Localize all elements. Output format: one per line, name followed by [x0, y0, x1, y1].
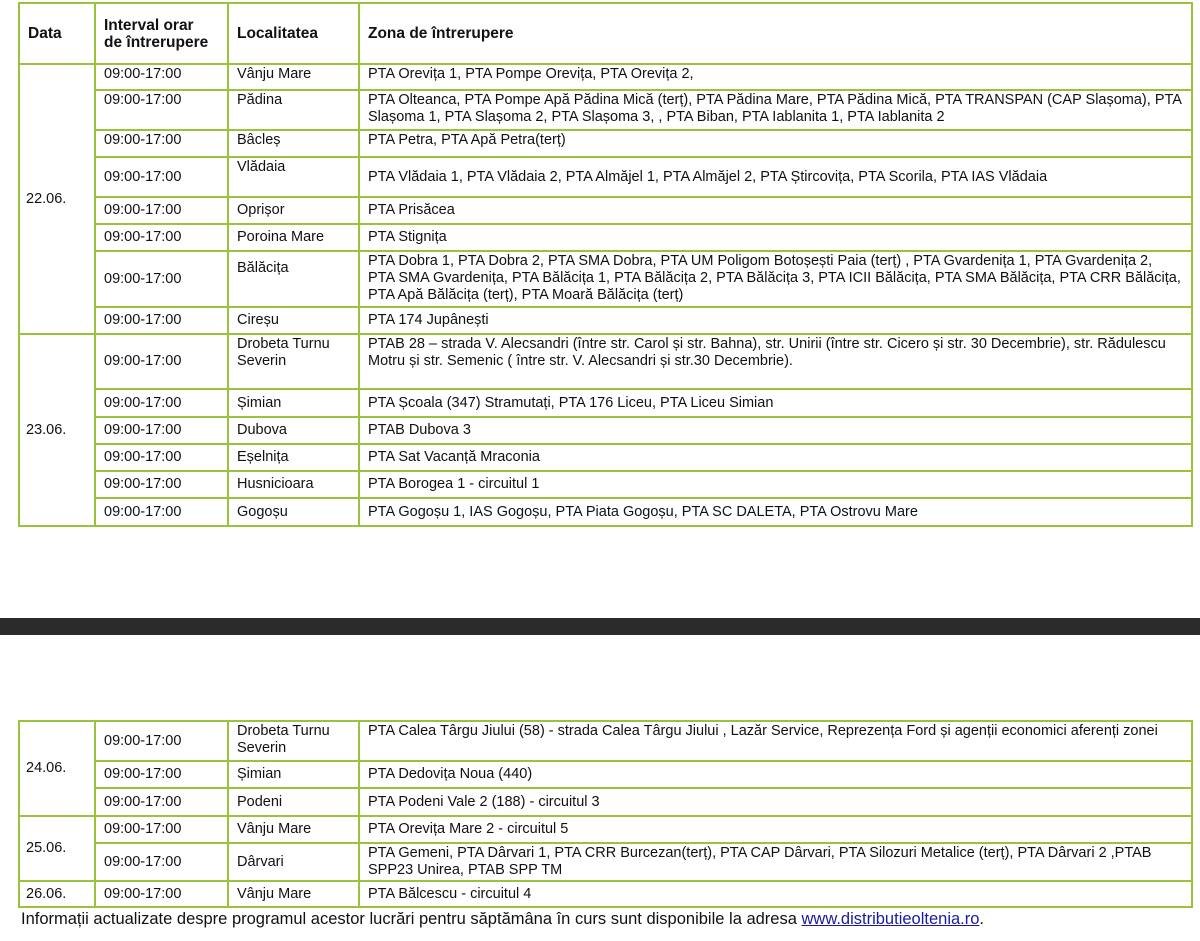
date-cell: 22.06.: [19, 64, 95, 334]
locality-cell: Pădina: [228, 90, 359, 130]
table-row: [19, 130, 1192, 157]
date-cell: 24.06.: [19, 721, 95, 816]
interval-cell: 09:00-17:00: [95, 761, 228, 788]
zone-cell: PTA Dobra 1, PTA Dobra 2, PTA SMA Dobra, PTA UM Poligom Botoșești Paia (terț) , PTA Gvardenița 1, PTA Gvardenița 2, PTA SMA Gvardenița, PTA Bălăcița 1, PTA Bălăcița 2, PTA Bălăcița 3, PTA ICII Bălăcița, PTA SMA Bălăcița, PTA CRR Bălăcița, PTA Apă Bălăcița (terț), PTA Moară Bălăcița (terț): [359, 251, 1192, 307]
zone-cell: PTA Vlădaia 1, PTA Vlădaia 2, PTA Almăjel 1, PTA Almăjel 2, PTA Ștircovița, PTA Scorila, PTA IAS Vlădaia: [359, 157, 1192, 197]
interval-cell: 09:00-17:00: [95, 444, 228, 471]
table-row: [19, 334, 1192, 389]
zone-cell: PTA 174 Jupânești: [359, 307, 1192, 334]
table-row: [19, 471, 1192, 498]
table-row: [19, 843, 1192, 881]
zone-cell: PTA Petra, PTA Apă Petra(terț): [359, 130, 1192, 157]
interval-cell: 09:00-17:00: [95, 90, 228, 130]
interval-cell: 09:00-17:00: [95, 307, 228, 334]
locality-cell: Vânju Mare: [228, 816, 359, 843]
table-row: [19, 721, 1192, 761]
interval-cell: 09:00-17:00: [95, 64, 228, 90]
interval-cell: 09:00-17:00: [95, 197, 228, 224]
table-row: [19, 157, 1192, 197]
table-row: [19, 224, 1192, 251]
table-row: [19, 444, 1192, 471]
date-cell: 23.06.: [19, 334, 95, 526]
date-cell: 25.06.: [19, 816, 95, 881]
date-cell: 26.06.: [19, 881, 95, 907]
zone-cell: PTA Dedovița Noua (440): [359, 761, 1192, 788]
interval-cell: 09:00-17:00: [95, 334, 228, 389]
interval-cell: 09:00-17:00: [95, 389, 228, 417]
zone-cell: PTA Podeni Vale 2 (188) - circuitul 3: [359, 788, 1192, 816]
zone-cell: PTAB Dubova 3: [359, 417, 1192, 444]
locality-cell: Eșelnița: [228, 444, 359, 471]
page-divider: [0, 618, 1200, 635]
locality-cell: Poroina Mare: [228, 224, 359, 251]
locality-cell: Vlădaia: [228, 157, 359, 197]
interval-cell: 09:00-17:00: [95, 816, 228, 843]
interval-cell: 09:00-17:00: [95, 224, 228, 251]
locality-cell: Șimian: [228, 761, 359, 788]
locality-cell: Vânju Mare: [228, 881, 359, 907]
locality-cell: Dubova: [228, 417, 359, 444]
footer-text: Informații actualizate despre programul acestor lucrări pentru săptămâna în curs sunt disponibile la adresa: [21, 910, 802, 928]
interval-cell: 09:00-17:00: [95, 471, 228, 498]
table-row: [19, 251, 1192, 307]
footer-note: [21, 909, 984, 929]
zone-cell: PTA Școala (347) Stramutați, PTA 176 Liceu, PTA Liceu Simian: [359, 389, 1192, 417]
outage-table-bottom: [18, 720, 1193, 908]
interval-cell: 09:00-17:00: [95, 130, 228, 157]
locality-cell: Șimian: [228, 389, 359, 417]
table-row: [19, 761, 1192, 788]
zone-cell: PTA Gogoșu 1, IAS Gogoșu, PTA Piata Gogoșu, PTA SC DALETA, PTA Ostrovu Mare: [359, 498, 1192, 526]
table-row: [19, 90, 1192, 130]
zone-cell: PTA Stignița: [359, 224, 1192, 251]
table-row: [19, 64, 1192, 90]
locality-cell: Drobeta Turnu Severin: [228, 334, 359, 389]
table-row: [19, 197, 1192, 224]
table-row: [19, 389, 1192, 417]
locality-cell: Podeni: [228, 788, 359, 816]
locality-cell: Bâcleș: [228, 130, 359, 157]
locality-cell: Dârvari: [228, 843, 359, 881]
interval-cell: 09:00-17:00: [95, 843, 228, 881]
zone-cell: PTA Sat Vacanță Mraconia: [359, 444, 1192, 471]
locality-cell: Gogoșu: [228, 498, 359, 526]
table-row: [19, 788, 1192, 816]
locality-cell: Husnicioara: [228, 471, 359, 498]
header-date: Data: [19, 3, 95, 64]
table-header-row: [19, 3, 1192, 64]
zone-cell: PTAB 28 – strada V. Alecsandri (între str. Carol și str. Bahna), str. Unirii (între str. Cicero și str. 30 Decembrie), str. Rădulescu Motru și str. Semenic ( între str. V. Alecsandri și str.30 Decembrie).: [359, 334, 1192, 389]
table-row: [19, 417, 1192, 444]
header-interval-line2: de întrerupere: [104, 33, 209, 51]
table-row: [19, 816, 1192, 843]
header-locality: Localitatea: [228, 3, 359, 64]
zone-cell: PTA Olteanca, PTA Pompe Apă Pădina Mică (terț), PTA Pădina Mare, PTA Pădina Mică, PTA TRANSPAN (CAP Slașoma), PTA Slașoma 1, PTA Slașoma 2, PTA Slașoma 3, , PTA Biban, PTA Iablanita 1, PTA Iablanita 2: [359, 90, 1192, 130]
zone-cell: PTA Orevița Mare 2 - circuitul 5: [359, 816, 1192, 843]
zone-cell: PTA Prisăcea: [359, 197, 1192, 224]
locality-cell: Drobeta Turnu Severin: [228, 721, 359, 761]
header-interval-line1: Interval orar: [104, 16, 194, 34]
zone-cell: PTA Orevița 1, PTA Pompe Orevița, PTA Orevița 2,: [359, 64, 1192, 90]
interval-cell: 09:00-17:00: [95, 721, 228, 761]
outage-table-top: [18, 2, 1193, 527]
table-row: [19, 498, 1192, 526]
footer-end: .: [979, 910, 985, 928]
zone-cell: PTA Bălcescu - circuitul 4: [359, 881, 1192, 907]
zone-cell: PTA Calea Târgu Jiului (58) - strada Calea Târgu Jiului , Lazăr Service, Reprezența Ford și agenții economici aferenți zonei: [359, 721, 1192, 761]
locality-cell: Oprișor: [228, 197, 359, 224]
interval-cell: 09:00-17:00: [95, 881, 228, 907]
interval-cell: 09:00-17:00: [95, 498, 228, 526]
interval-cell: 09:00-17:00: [95, 157, 228, 197]
table-row: [19, 881, 1192, 907]
table-row: [19, 307, 1192, 334]
header-interval: [95, 3, 228, 64]
website-link[interactable]: www.distributieoltenia.ro: [801, 910, 980, 928]
zone-cell: PTA Gemeni, PTA Dârvari 1, PTA CRR Burcezan(terț), PTA CAP Dârvari, PTA Silozuri Metalice (terț), PTA Dârvari 2 ,PTAB SPP23 Unirea, PTAB SPP TM: [359, 843, 1192, 881]
interval-cell: 09:00-17:00: [95, 251, 228, 307]
interval-cell: 09:00-17:00: [95, 417, 228, 444]
locality-cell: Bălăcița: [228, 251, 359, 307]
header-zone: Zona de întrerupere: [359, 3, 1192, 64]
zone-cell: PTA Borogea 1 - circuitul 1: [359, 471, 1192, 498]
locality-cell: Vânju Mare: [228, 64, 359, 90]
interval-cell: 09:00-17:00: [95, 788, 228, 816]
locality-cell: Cireșu: [228, 307, 359, 334]
